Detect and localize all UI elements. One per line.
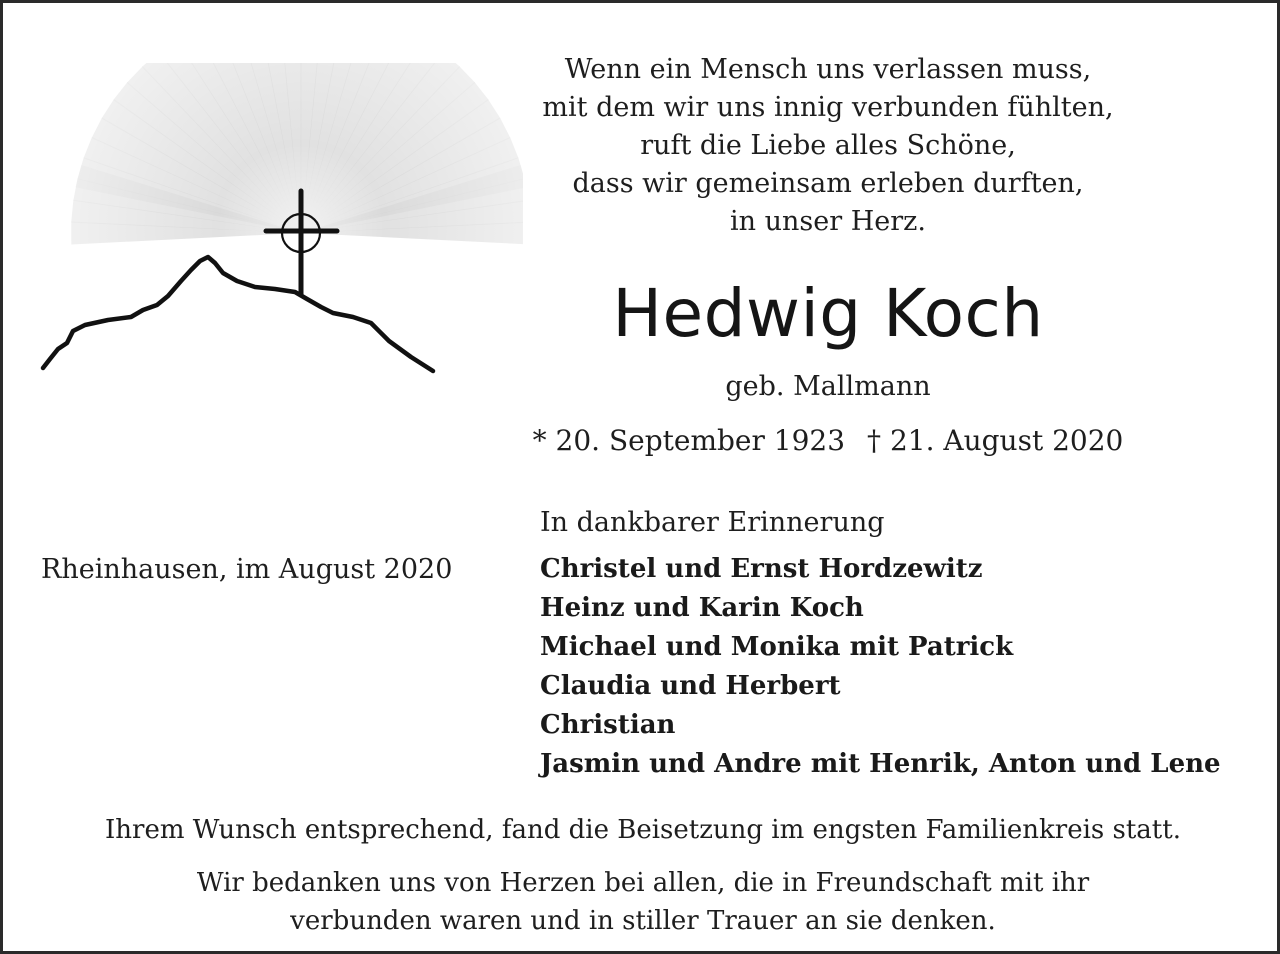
thanks-text <box>43 864 1243 940</box>
poem-line: mit dem wir uns innig verbunden fühlten, <box>542 92 1114 123</box>
poem-line: Wenn ein Mensch uns verlassen muss, <box>564 54 1092 85</box>
memory-line: In dankbarer Erinnerung <box>540 507 885 538</box>
mountain-cross-artwork <box>23 63 523 413</box>
maiden-name: geb. Mallmann <box>725 371 931 402</box>
burial-notice: Ihrem Wunsch entsprechend, fand die Beisetzung im engsten Familienkreis statt. <box>105 815 1181 845</box>
poem <box>523 51 1133 241</box>
place-date: Rheinhausen, im August 2020 <box>41 554 453 585</box>
birth-date: * 20. September 1923 <box>532 424 846 457</box>
mourner-entry: Christian <box>540 710 676 740</box>
mourner-entry: Heinz und Karin Koch <box>540 593 864 623</box>
poem-line: in unser Herz. <box>730 206 926 237</box>
thanks-line: Wir bedanken uns von Herzen bei allen, die in Freundschaft mit ihr <box>196 868 1090 898</box>
deceased-name: Hedwig Koch <box>612 275 1044 352</box>
mourner-entry: Christel und Ernst Hordzewitz <box>540 554 983 584</box>
mourner-entry: Claudia und Herbert <box>540 671 841 701</box>
mourner-entry: Jasmin und Andre mit Henrik, Anton und Lene <box>540 749 1221 779</box>
mourner-entry: Michael und Monika mit Patrick <box>540 632 1014 662</box>
mourners-list <box>540 550 1221 784</box>
poem-line: dass wir gemeinsam erleben durften, <box>572 168 1084 199</box>
life-dates <box>523 423 1133 459</box>
death-date: † 21. August 2020 <box>867 424 1124 457</box>
thanks-line: verbunden waren und in stiller Trauer an sie denken. <box>290 906 996 936</box>
poem-line: ruft die Liebe alles Schöne, <box>640 130 1016 161</box>
